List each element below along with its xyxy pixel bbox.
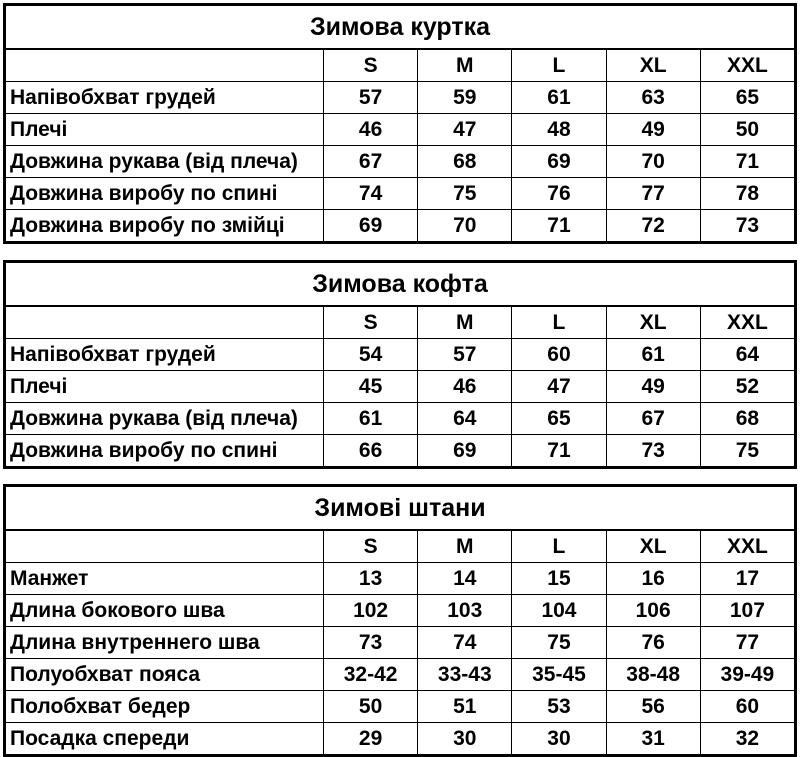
measurement-value: 73 [606,435,700,467]
measurement-label: Манжет [6,563,324,595]
measurement-value: 47 [418,114,512,146]
sweater-title: Зимова кофта [6,263,795,307]
measurement-value: 74 [324,178,418,210]
measurement-value: 72 [606,210,700,242]
measurement-label: Довжина виробу по змійці [6,210,324,242]
table-row [6,339,795,371]
measurement-value: 61 [324,403,418,435]
size-header-s: S [324,306,418,339]
measurement-label: Довжина виробу по спині [6,435,324,467]
measurement-value: 57 [418,339,512,371]
measurement-value: 59 [418,82,512,114]
measurement-value: 67 [324,146,418,178]
measurement-value: 49 [606,114,700,146]
pants-size-table [3,484,797,757]
measurement-label: Довжина виробу по спині [6,178,324,210]
table-row [6,627,795,659]
measurement-value: 32 [700,723,794,755]
pants-title-row [6,487,795,531]
header-empty-cell [6,49,324,82]
table-row [6,403,795,435]
measurement-value: 69 [324,210,418,242]
size-header-xl: XL [606,306,700,339]
measurement-value: 67 [606,403,700,435]
measurement-label: Напівобхват грудей [6,339,324,371]
pants-title: Зимові штани [6,487,795,531]
jacket-table [5,5,795,242]
measurement-value: 76 [512,178,606,210]
measurement-value: 46 [324,114,418,146]
table-row [6,563,795,595]
measurement-value: 68 [700,403,794,435]
measurement-value: 45 [324,371,418,403]
measurement-value: 54 [324,339,418,371]
measurement-value: 70 [606,146,700,178]
measurement-value: 61 [606,339,700,371]
measurement-value: 61 [512,82,606,114]
measurement-value: 107 [700,595,794,627]
measurement-value: 69 [512,146,606,178]
measurement-value: 77 [700,627,794,659]
table-row [6,178,795,210]
measurement-value: 50 [324,691,418,723]
table-row [6,114,795,146]
measurement-value: 31 [606,723,700,755]
measurement-label: Плечі [6,371,324,403]
table-row [6,146,795,178]
size-header-xxl: XXL [700,306,794,339]
measurement-value: 46 [418,371,512,403]
sweater-table-body [6,263,795,467]
measurement-value: 60 [512,339,606,371]
measurement-value: 48 [512,114,606,146]
jacket-title: Зимова куртка [6,6,795,50]
size-header-m: M [418,530,512,563]
measurement-value: 64 [700,339,794,371]
measurement-value: 17 [700,563,794,595]
measurement-value: 102 [324,595,418,627]
measurement-label: Довжина рукава (від плеча) [6,403,324,435]
sweater-size-table [3,260,797,469]
measurement-value: 33-43 [418,659,512,691]
measurement-label: Полуобхват пояса [6,659,324,691]
measurement-label: Посадка спереди [6,723,324,755]
measurement-value: 71 [512,435,606,467]
table-row [6,691,795,723]
measurement-value: 71 [512,210,606,242]
measurement-value: 49 [606,371,700,403]
measurement-value: 65 [512,403,606,435]
measurement-value: 53 [512,691,606,723]
measurement-value: 75 [512,627,606,659]
measurement-value: 30 [418,723,512,755]
measurement-value: 77 [606,178,700,210]
measurement-label: Плечі [6,114,324,146]
size-header-m: M [418,306,512,339]
jacket-title-row [6,6,795,50]
table-row [6,371,795,403]
measurement-value: 74 [418,627,512,659]
measurement-value: 69 [418,435,512,467]
measurement-value: 103 [418,595,512,627]
pants-table-body [6,487,795,755]
measurement-value: 68 [418,146,512,178]
table-row [6,82,795,114]
sweater-table [5,262,795,467]
table-row [6,435,795,467]
measurement-value: 29 [324,723,418,755]
measurement-value: 65 [700,82,794,114]
measurement-value: 16 [606,563,700,595]
pants-table [5,486,795,755]
jacket-table-body [6,6,795,242]
jacket-size-table [3,3,797,244]
size-header-m: M [418,49,512,82]
measurement-value: 39-49 [700,659,794,691]
measurement-value: 35-45 [512,659,606,691]
table-row [6,659,795,691]
measurement-value: 13 [324,563,418,595]
sweater-title-row [6,263,795,307]
measurement-value: 71 [700,146,794,178]
table-row [6,595,795,627]
measurement-value: 57 [324,82,418,114]
table-row [6,723,795,755]
measurement-value: 78 [700,178,794,210]
measurement-value: 66 [324,435,418,467]
measurement-label: Напівобхват грудей [6,82,324,114]
size-header-l: L [512,49,606,82]
size-header-s: S [324,530,418,563]
measurement-value: 52 [700,371,794,403]
measurement-label: Длина бокового шва [6,595,324,627]
measurement-label: Довжина рукава (від плеча) [6,146,324,178]
header-empty-cell [6,530,324,563]
measurement-value: 75 [418,178,512,210]
size-header-xxl: XXL [700,530,794,563]
measurement-value: 30 [512,723,606,755]
measurement-value: 32-42 [324,659,418,691]
measurement-label: Полобхват бедер [6,691,324,723]
measurement-value: 64 [418,403,512,435]
measurement-value: 60 [700,691,794,723]
size-header-xl: XL [606,49,700,82]
jacket-size-header-row [6,49,795,82]
measurement-value: 70 [418,210,512,242]
size-header-xl: XL [606,530,700,563]
measurement-value: 73 [324,627,418,659]
measurement-value: 63 [606,82,700,114]
measurement-value: 104 [512,595,606,627]
table-row [6,210,795,242]
measurement-label: Длина внутреннего шва [6,627,324,659]
size-header-xxl: XXL [700,49,794,82]
sweater-size-header-row [6,306,795,339]
measurement-value: 76 [606,627,700,659]
measurement-value: 75 [700,435,794,467]
measurement-value: 15 [512,563,606,595]
pants-size-header-row [6,530,795,563]
measurement-value: 56 [606,691,700,723]
measurement-value: 47 [512,371,606,403]
measurement-value: 14 [418,563,512,595]
measurement-value: 38-48 [606,659,700,691]
measurement-value: 106 [606,595,700,627]
size-header-s: S [324,49,418,82]
header-empty-cell [6,306,324,339]
size-header-l: L [512,306,606,339]
measurement-value: 51 [418,691,512,723]
measurement-value: 73 [700,210,794,242]
size-header-l: L [512,530,606,563]
measurement-value: 50 [700,114,794,146]
